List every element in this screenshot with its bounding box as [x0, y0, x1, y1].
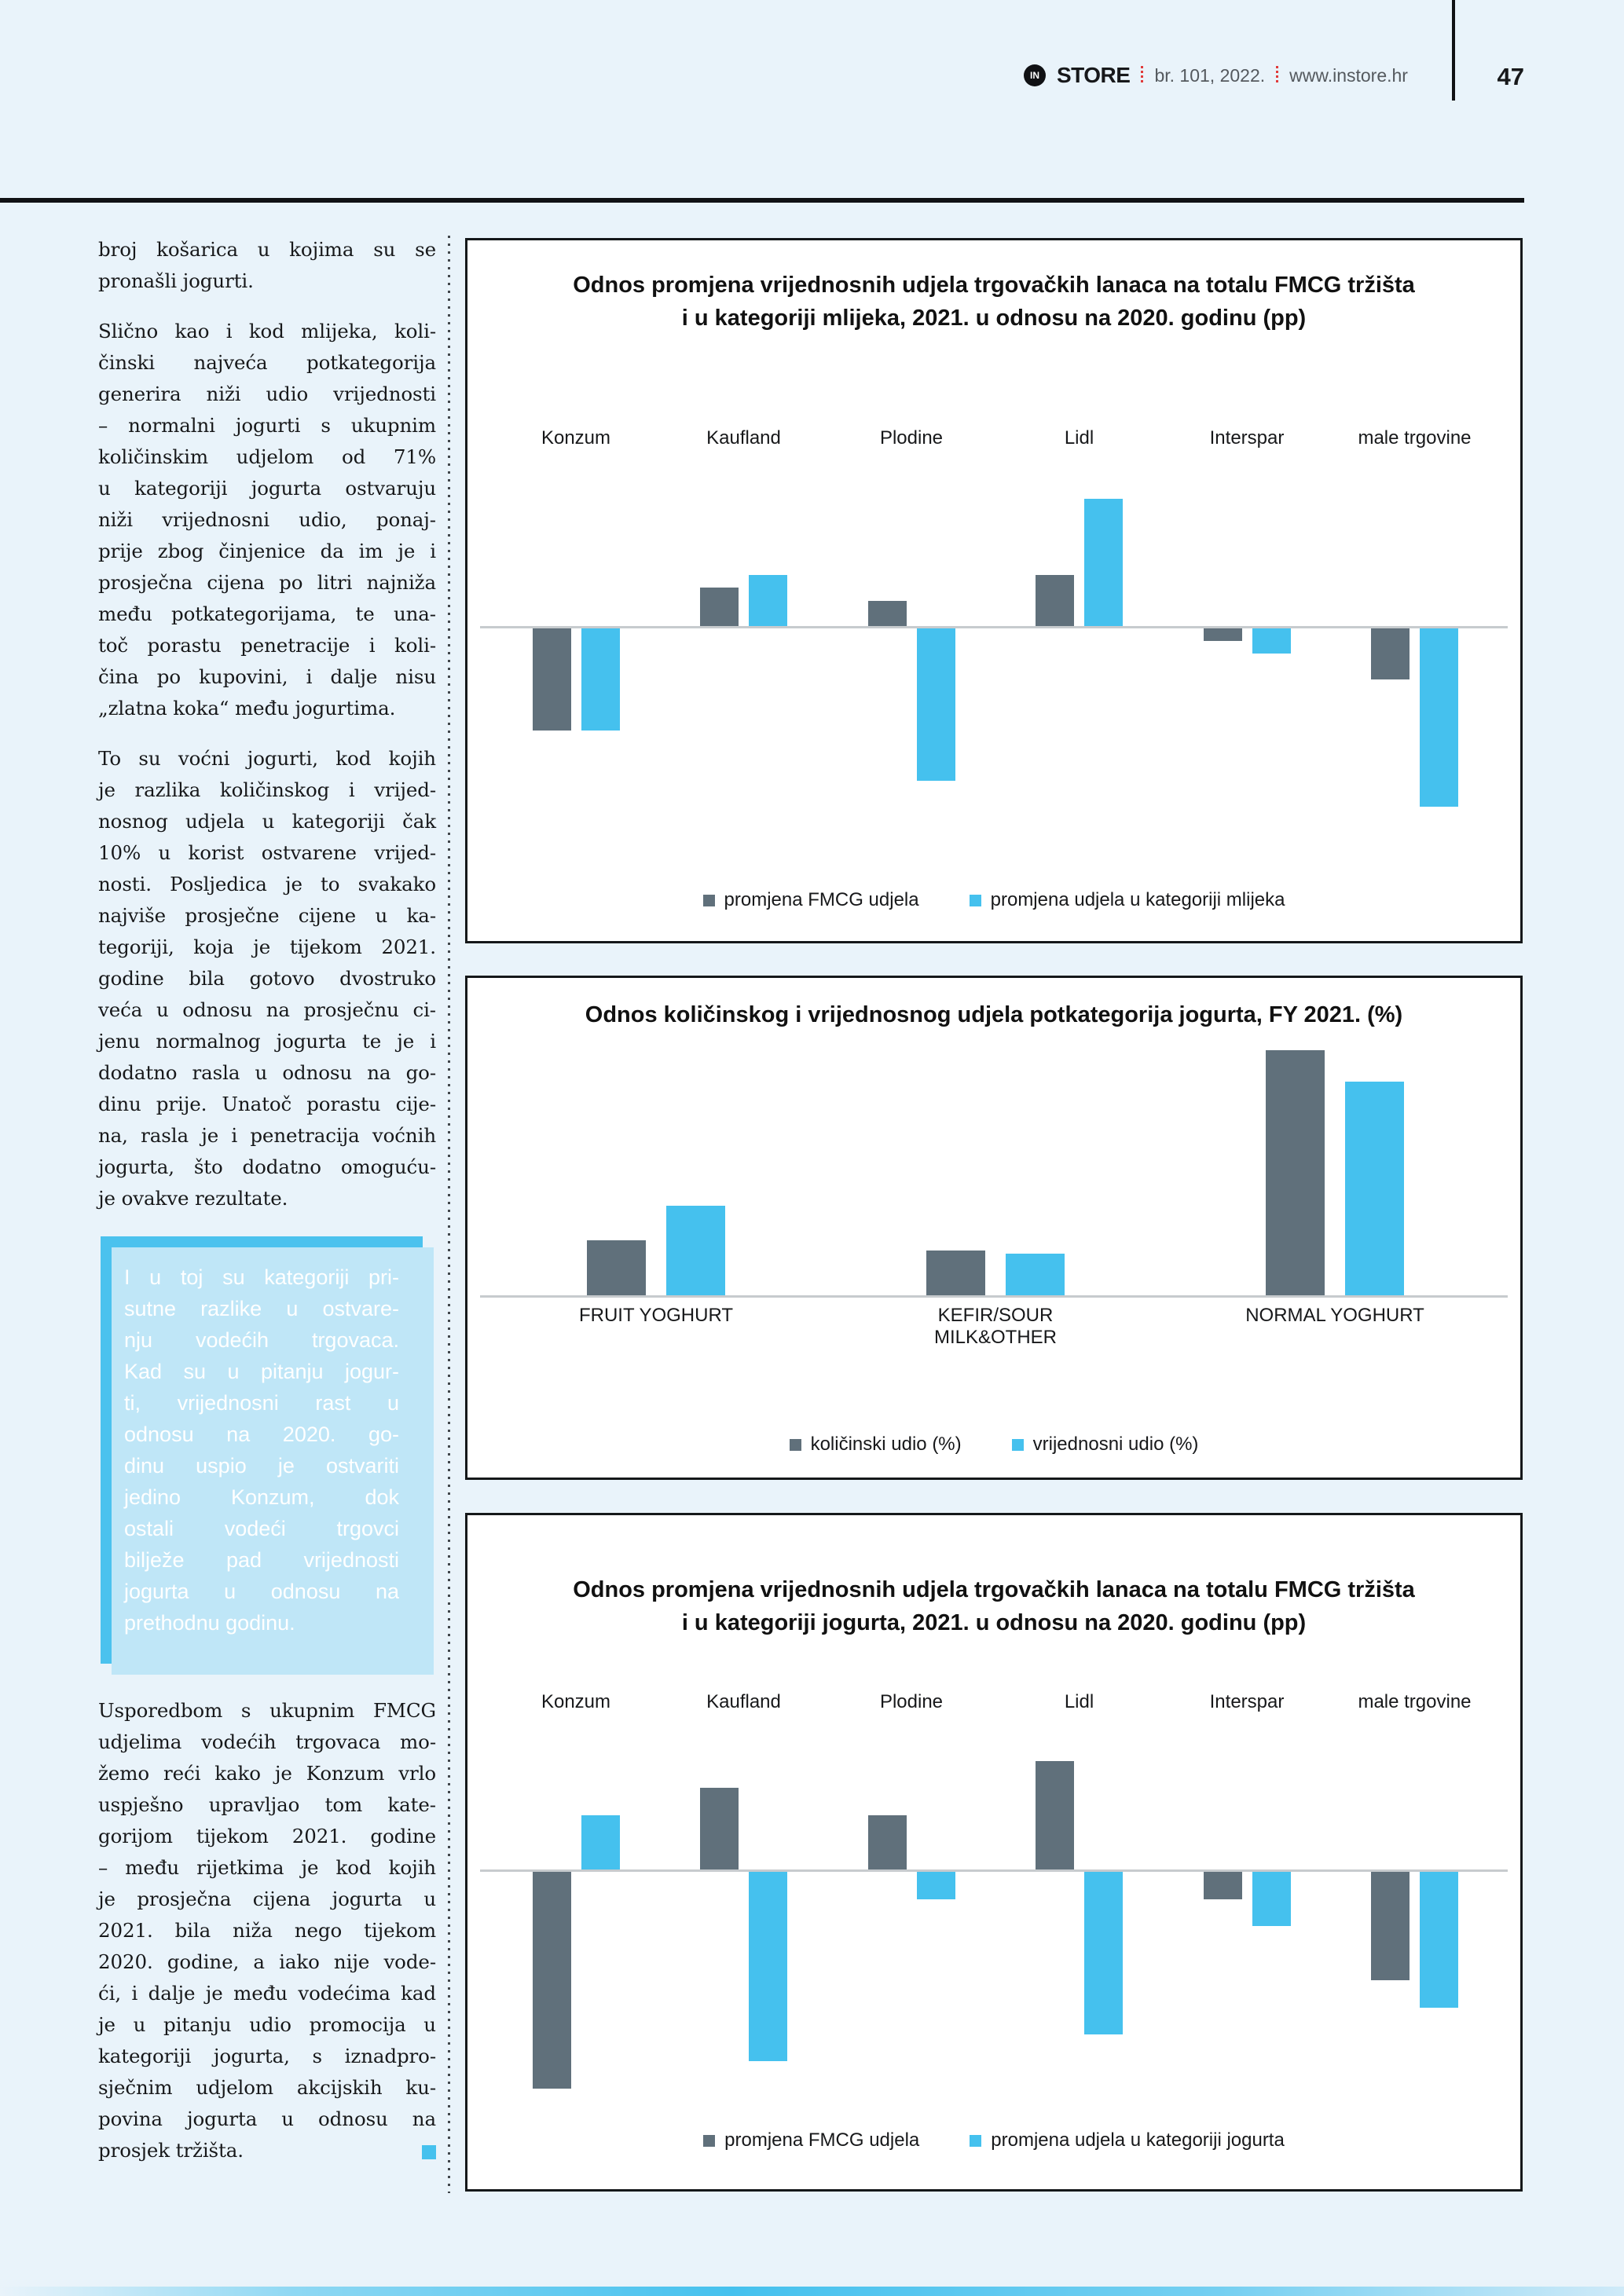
website-label: www.instore.hr	[1289, 64, 1408, 86]
text-line: I u toj su kategoriji pri-	[124, 1265, 399, 1289]
text-line: To su voćni jogurti, kod kojih	[98, 747, 436, 770]
bar	[868, 1815, 907, 1869]
zero-line	[480, 1869, 1508, 1872]
text-line: žemo reći kako je Konzum vrlo	[98, 1762, 436, 1785]
zero-line	[480, 626, 1508, 628]
text-line: prethodnu godinu.	[124, 1611, 295, 1635]
text-line: Usporedbom s ukupnim FMCG	[98, 1699, 436, 1722]
text-line: ti, vrijednosni rast u	[124, 1391, 399, 1415]
legend-item	[1012, 1434, 1199, 1456]
text-line: kategoriji jogurta, s iznadpro-	[98, 2045, 436, 2067]
bar	[1006, 1254, 1065, 1295]
bar	[587, 1240, 646, 1295]
text-line: prosjek tržišta.	[98, 2135, 436, 2166]
chart-title-line: i u kategoriji jogurta, 2021. u odnosu na 2020. godinu (pp)	[681, 1610, 1307, 1635]
bar	[1204, 628, 1242, 641]
bar	[1084, 499, 1123, 626]
text-line: jogurta, što dodatno omoguću-	[98, 1155, 436, 1178]
legend-item	[703, 2129, 919, 2151]
text-line: je prosječna cijena jogurta u	[98, 1888, 436, 1910]
category-label: Interspar	[1209, 1691, 1285, 1712]
category-label: Konzum	[541, 427, 611, 449]
chart-title-line: Odnos promjena vrijednosnih udjela trgovačkih lanaca na totalu FMCG tržišta	[573, 273, 1415, 298]
bar	[533, 628, 571, 731]
category-label: Kaufland	[706, 427, 781, 449]
bar	[1204, 1872, 1242, 1899]
chart-title	[483, 998, 1505, 1031]
legend-swatch-icon	[703, 2135, 715, 2147]
bar	[1420, 628, 1458, 807]
bar	[700, 1788, 739, 1869]
baseline	[480, 1295, 1508, 1298]
category-label: FRUIT YOGHURT	[578, 1305, 734, 1326]
bar	[868, 601, 907, 626]
bar	[749, 1872, 787, 2061]
legend-label: promjena FMCG udjela	[724, 2129, 920, 2151]
red-dotted-separator-icon	[1276, 66, 1278, 85]
text-line: – normalni jogurti s ukupnim	[98, 414, 436, 437]
text-line: prosječna cijena po litri najniža	[98, 571, 436, 594]
text-line: jedino Konzum, dok	[124, 1485, 399, 1509]
bar	[1420, 1872, 1458, 2008]
text-line: je razlika količinskog i vrijed-	[98, 778, 436, 801]
bar	[666, 1206, 725, 1295]
text-line: količinskim udjelom od 71%	[98, 445, 436, 468]
text-line: nosti. Posljedica je to svakako	[98, 873, 436, 895]
legend-swatch-icon	[703, 895, 715, 906]
text-line: jenu normalnog jogurta te je i	[98, 1030, 436, 1053]
text-line: jogurta u odnosu na	[124, 1580, 399, 1603]
text-line: ći, i dalje je među vodećima kad	[98, 1982, 436, 2005]
text-line: činski najveća potkategorija	[98, 351, 436, 374]
category-label: Lidl	[1064, 427, 1094, 449]
legend-swatch-icon	[970, 2135, 981, 2147]
text-line: niži vrijednosni udio, ponaj-	[98, 508, 436, 531]
text-line: udjelima vodećih trgovaca mo-	[98, 1730, 436, 1753]
page-header	[1024, 58, 1408, 93]
body-paragraph	[98, 316, 436, 724]
brand-name: STORE	[1057, 63, 1131, 87]
text-line: nosnog udjela u kategoriji čak	[98, 810, 436, 833]
text-line: je ovakve rezultate.	[98, 1187, 288, 1210]
text-line: veća u odnosu na prosječnu ci-	[98, 998, 436, 1021]
text-line: toč porastu penetracije i koli-	[98, 634, 436, 657]
header-vertical-divider	[1452, 0, 1455, 101]
bar	[1084, 1872, 1123, 2034]
legend-label: promjena FMCG udjela	[724, 889, 919, 910]
legend-swatch-icon	[970, 895, 981, 906]
text-line: prije zbog činjenice da im je i	[98, 540, 436, 562]
bar	[1371, 628, 1410, 679]
body-paragraph	[98, 743, 436, 1214]
chart-title-line: Odnos količinskog i vrijednosnog udjela potkategorija jogurta, FY 2021. (%)	[585, 1002, 1403, 1027]
text-line: 10% u korist ostvarene vrijed-	[98, 841, 436, 864]
category-label: Lidl	[1064, 1691, 1094, 1712]
instore-logo-icon: IN	[1024, 64, 1046, 86]
yoghurt-subcategory-share-chart	[465, 976, 1523, 1480]
category-label: Kaufland	[706, 1691, 781, 1712]
column-dotted-divider	[448, 236, 450, 2193]
text-line: broj košarica u kojima su se	[98, 238, 436, 261]
text-line: čina po kupovini, i dalje nisu	[98, 665, 436, 688]
bar	[1266, 1050, 1325, 1295]
bar	[1345, 1082, 1404, 1295]
chart-title	[483, 1573, 1505, 1639]
body-paragraph-closing	[98, 1695, 436, 2166]
chart-title-line: i u kategoriji mlijeka, 2021. u odnosu na 2020. godinu (pp)	[681, 306, 1307, 331]
chart-legend	[467, 1434, 1520, 1456]
category-label: KEFIR/SOUR MILK&OTHER	[933, 1305, 1058, 1348]
bar	[1252, 1872, 1291, 1926]
text-line: pronašli jogurti.	[98, 269, 254, 292]
legend-item	[970, 889, 1285, 911]
text-line: sutne razlike u ostvare-	[124, 1297, 399, 1320]
text-line: Kad su u pitanju jogur-	[124, 1360, 399, 1383]
bar	[749, 575, 787, 626]
header-rule	[0, 198, 1524, 203]
chart-legend	[467, 2129, 1520, 2151]
legend-label: količinski udio (%)	[810, 1434, 962, 1455]
text-line: dinu uspio je ostvariti	[124, 1454, 399, 1478]
legend-swatch-icon	[790, 1439, 801, 1451]
legend-label: promjena udjela u kategoriji jogurta	[991, 2129, 1285, 2151]
text-line: gorijom tijekom 2021. godine	[98, 1825, 436, 1847]
bar	[533, 1872, 571, 2089]
bar	[581, 1815, 620, 1869]
bar	[926, 1251, 985, 1295]
text-line: ostali vodeći trgovci	[124, 1517, 399, 1540]
text-line: Slično kao i kod mlijeka, koli-	[98, 320, 436, 342]
text-line: dodatno rasla u odnosu na go-	[98, 1061, 436, 1084]
red-dotted-separator-icon	[1141, 66, 1143, 85]
category-label: Plodine	[879, 427, 944, 449]
bar	[1036, 1761, 1074, 1869]
text-line: na, rasla je i penetracija voćnih	[98, 1124, 436, 1147]
text-line: dinu prije. Unatoč porastu cije-	[98, 1093, 436, 1115]
text-line: najviše prosječne cijene u ka-	[98, 904, 436, 927]
text-line: u kategoriji jogurta ostvaruju	[98, 477, 436, 500]
legend-label: vrijednosni udio (%)	[1032, 1434, 1199, 1455]
category-label: Konzum	[541, 1691, 611, 1712]
text-line: – među rijetkima je kod kojih	[98, 1856, 436, 1879]
category-label: male trgovine	[1358, 1691, 1472, 1712]
category-label: male trgovine	[1358, 427, 1472, 449]
text-line: bilježe pad vrijednosti	[124, 1548, 399, 1572]
text-line: generira niži udio vrijednosti	[98, 383, 436, 405]
highlight-quote-box	[101, 1236, 423, 1664]
bar	[581, 628, 620, 731]
bar	[1036, 575, 1074, 626]
page-number: 47	[1497, 63, 1524, 90]
body-paragraph	[98, 234, 436, 297]
bottom-accent-band	[0, 2287, 1624, 2296]
text-line: 2020. godine, a iako nije vode-	[98, 1950, 436, 1973]
bar	[917, 1872, 955, 1899]
issue-label: br. 101, 2022.	[1154, 64, 1266, 86]
chart-legend	[467, 889, 1520, 911]
legend-label: promjena udjela u kategoriji mlijeka	[990, 889, 1285, 910]
text-line: 2021. bila niža nego tijekom	[98, 1919, 436, 1942]
category-label: Plodine	[879, 1691, 944, 1712]
bar	[1252, 628, 1291, 654]
text-line: je u pitanju udio promocija u	[98, 2013, 436, 2036]
chart-title	[483, 269, 1505, 335]
text-line: povina jogurta u odnosu na	[98, 2107, 436, 2130]
text-line: odnosu na 2020. go-	[124, 1423, 399, 1446]
milk-share-change-chart	[465, 238, 1523, 943]
text-line: nju vodećih trgovaca.	[124, 1328, 399, 1352]
end-of-article-marker-icon	[422, 2145, 436, 2159]
text-line: „zlatna koka“ među jogurtima.	[98, 697, 396, 720]
text-line: godine bila gotovo dvostruko	[98, 967, 436, 990]
yoghurt-share-change-chart	[465, 1513, 1523, 2192]
text-line: tegoriji, koja je tijekom 2021.	[98, 936, 436, 958]
bar	[917, 628, 955, 781]
text-line: uspješno upravljao tom kate-	[98, 1793, 436, 1816]
text-line: sječnim udjelom akcijskih ku-	[98, 2076, 436, 2099]
legend-item	[703, 889, 919, 911]
article-text-column	[98, 234, 436, 2185]
category-label: Interspar	[1209, 427, 1285, 449]
legend-swatch-icon	[1012, 1439, 1024, 1451]
legend-item	[790, 1434, 962, 1456]
chart-title-line: Odnos promjena vrijednosnih udjela trgovačkih lanaca na totalu FMCG tržišta	[573, 1577, 1415, 1602]
bar	[700, 588, 739, 626]
bar	[1371, 1872, 1410, 1980]
text-line: među potkategorijama, te una-	[98, 602, 436, 625]
category-label: NORMAL YOGHURT	[1245, 1305, 1424, 1326]
legend-item	[970, 2129, 1285, 2151]
